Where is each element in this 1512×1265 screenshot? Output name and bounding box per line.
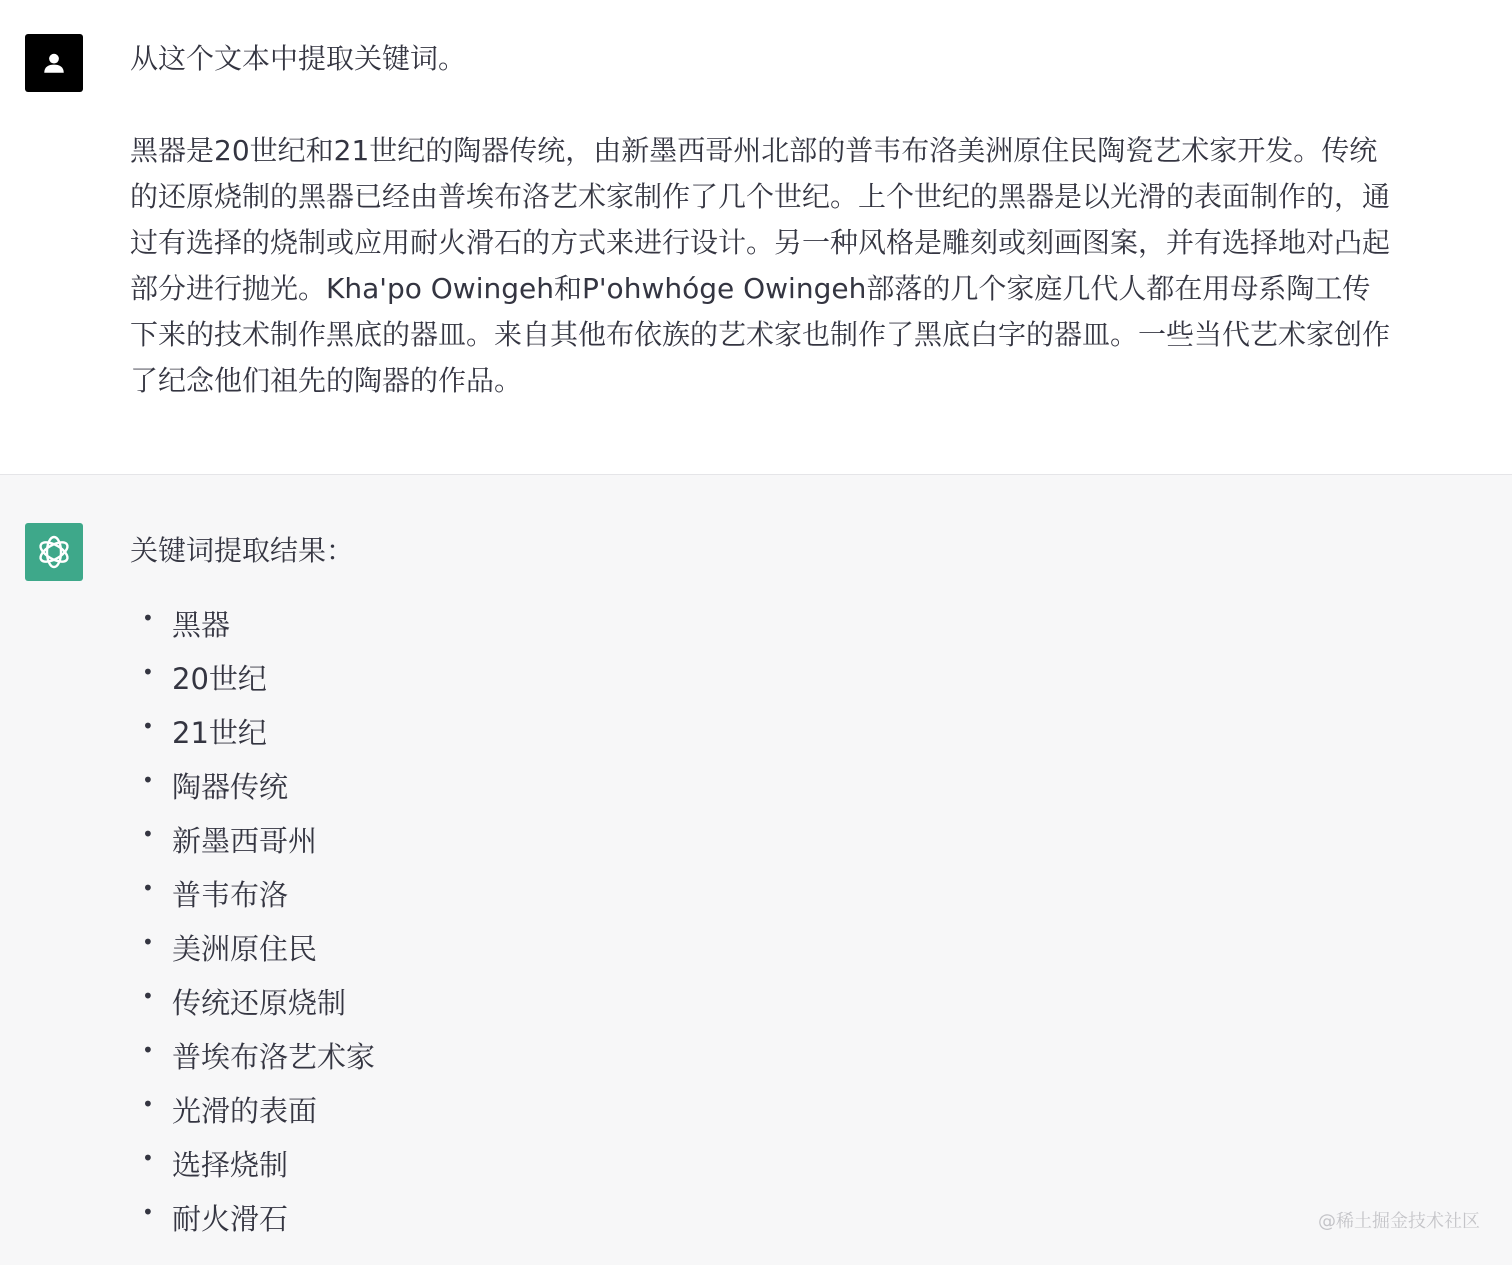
user-source-text: 黑器是20世纪和21世纪的陶器传统，由新墨西哥州北部的普韦布洛美洲原住民陶瓷艺术家开发。传统的还原烧制的黑器已经由普埃布洛艺术家制作了几个世纪。上个世纪的黑器是以光滑的表面制作的，通过有选择的烧制或应用耐火滑石的方式来进行设计。另一种风格是雕刻或刻画图案，并有选择地对凸起部分进行抛光。Kha'po Owingeh和P'ohwhóge Owingeh部落的几个家庭几代人都在用母系陶工传下来的技术制作黑底的器皿。来自其他布依族的艺术家也制作了黑底白字的器皿。一些当代艺术家创作了纪念他们祖先的陶器的作品。 [130, 134, 1391, 397]
keyword-text: 传统还原烧制 [172, 986, 347, 1020]
user-silhouette-icon [41, 50, 67, 76]
list-item [130, 1138, 1395, 1192]
keyword-text: 普韦布洛 [172, 878, 289, 912]
user-message [0, 0, 1512, 475]
bullet-icon: • [142, 876, 154, 900]
bullet-icon: • [142, 1038, 154, 1062]
list-item [130, 1084, 1395, 1138]
keyword-text: 选择烧制 [172, 1148, 289, 1182]
bullet-icon: • [142, 930, 154, 954]
user-message-content [130, 36, 1395, 404]
bullet-icon: • [142, 1146, 154, 1170]
keyword-text: 21世纪 [172, 716, 267, 750]
keyword-text: 新墨西哥州 [172, 824, 318, 858]
list-item [130, 760, 1395, 814]
assistant-message [0, 475, 1512, 1265]
bullet-icon: • [142, 1200, 154, 1224]
openai-logo-icon [33, 531, 75, 573]
assistant-message-content [130, 528, 1395, 1246]
bullet-icon: • [142, 660, 154, 684]
bullet-icon: • [142, 822, 154, 846]
bullet-icon: • [142, 714, 154, 738]
bullet-icon: • [142, 768, 154, 792]
list-item [130, 814, 1395, 868]
assistant-avatar [25, 523, 83, 581]
user-avatar [25, 34, 83, 92]
list-item [130, 868, 1395, 922]
bullet-icon: • [142, 1092, 154, 1116]
list-item [130, 1192, 1395, 1246]
list-item [130, 652, 1395, 706]
list-item [130, 598, 1395, 652]
bullet-icon: • [142, 984, 154, 1008]
assistant-intro: 关键词提取结果： [130, 534, 355, 567]
keyword-text: 陶器传统 [172, 770, 289, 804]
list-item [130, 706, 1395, 760]
watermark: @稀土掘金技术社区 [1318, 1211, 1480, 1232]
keyword-text: 黑器 [172, 608, 231, 642]
bullet-icon: • [142, 606, 154, 630]
list-item [130, 922, 1395, 976]
keyword-list [130, 598, 1395, 1246]
keyword-text: 耐火滑石 [172, 1202, 289, 1236]
keyword-text: 普埃布洛艺术家 [172, 1040, 376, 1074]
user-instruction: 从这个文本中提取关键词。 [130, 42, 467, 75]
list-item [130, 976, 1395, 1030]
list-item [130, 1030, 1395, 1084]
keyword-text: 20世纪 [172, 662, 267, 696]
keyword-text: 光滑的表面 [172, 1094, 318, 1128]
keyword-text: 美洲原住民 [172, 932, 318, 966]
